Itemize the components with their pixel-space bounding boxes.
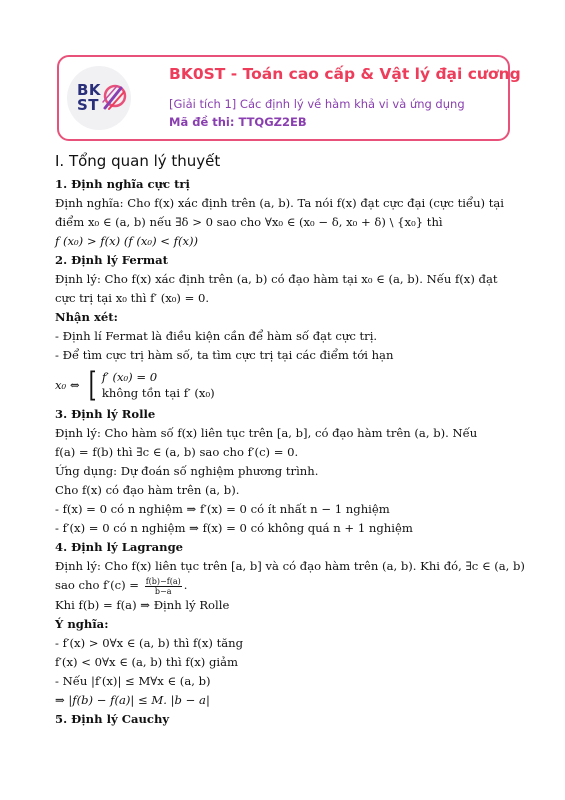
heading-fermat: 2. Định lý Fermat — [55, 253, 168, 267]
text-line: Định nghĩa: Cho f(x) xác định trên (a, b). Ta nói f(x) đạt cực đại (cực tiểu) tại — [55, 196, 505, 210]
text-line: f′(x) < 0∀x ∈ (a, b) thì f(x) giảm — [55, 654, 239, 669]
text-line: Định lý: Cho f(x) liên tục trên [a, b] và có đạo hàm trên (a, b). Khi đó, ∃c ∈ (a, b) — [55, 559, 525, 573]
text-line: Định lý: Cho hàm số f(x) liên tục trên [a, b], có đạo hàm trên (a, b). Nếu — [55, 426, 478, 440]
critical-point-cases — [55, 367, 530, 403]
math-line: ⇒ |f(b) − f(a)| ≤ M. |b − a| — [55, 692, 210, 707]
case-line-1: f′ (x₀) = 0 — [101, 370, 158, 384]
math-line: f (x₀) > f(x) (f (x₀) < f(x)) — [55, 234, 199, 248]
text-line: - f(x) = 0 có n nghiệm ⇒ f′(x) = 0 có ít nhất n − 1 nghiệm — [55, 502, 390, 516]
logo-text-top: BK — [77, 81, 102, 99]
meaning-label: Ý nghĩa: — [55, 616, 109, 631]
left-bracket: [ — [88, 365, 97, 405]
text-line: điểm x₀ ∈ (a, b) nếu ∃δ > 0 sao cho ∀x₀ ∈ (x₀ − δ, x₀ + δ) \ {x₀} thì — [55, 215, 443, 229]
header-title: BK0ST - Toán cao cấp & Vật lý đại cương — [169, 65, 521, 83]
heading-definition: 1. Định nghĩa cực trị — [55, 177, 190, 191]
section-title: I. Tổng quan lý thuyết — [55, 152, 221, 170]
text-line: Định lý: Cho f(x) xác định trên (a, b) có đạo hàm tại x₀ ∈ (a, b). Nếu f(x) đạt — [55, 272, 498, 286]
exam-code: Mã đề thi: TTQGZ2EB — [169, 115, 307, 129]
text-line: Cho f(x) có đạo hàm trên (a, b). — [55, 483, 240, 497]
text-line: - f′(x) > 0∀x ∈ (a, b) thì f(x) tăng — [55, 635, 244, 650]
remark-label: Nhận xét: — [55, 310, 118, 324]
fraction: $\frac{f(b)-f(a)}{b-a}$ — [145, 576, 181, 596]
header-subtitle: [Giải tích 1] Các định lý về hàm khả vi và ứng dụng — [169, 97, 465, 111]
document-body — [55, 150, 530, 729]
document-header — [57, 55, 521, 141]
lagrange-formula: sao cho f′(c) = $\frac{f(b)-f(a)}{b-a}$ . — [55, 576, 188, 596]
logo-text-bottom: ST — [77, 96, 100, 114]
case-line-2: không tồn tại f′ (x₀) — [101, 386, 215, 400]
text-line: cực trị tại x₀ thì f′ (x₀) = 0. — [55, 291, 210, 305]
cases-lhs: x₀ ⇔ — [55, 377, 80, 392]
bkst-logo — [67, 66, 131, 130]
text-line: Khi f(b) = f(a) ⇒ Định lý Rolle — [55, 597, 230, 612]
heading-lagrange: 4. Định lý Lagrange — [55, 540, 184, 554]
text-line: Ứng dụng: Dự đoán số nghiệm phương trình. — [55, 464, 319, 478]
text-line: - Nếu |f′(x)| ≤ M∀x ∈ (a, b) — [55, 673, 211, 688]
text-line: - f′(x) = 0 có n nghiệm ⇒ f(x) = 0 có không quá n + 1 nghiệm — [55, 521, 413, 535]
text-line: - Để tìm cực trị hàm số, ta tìm cực trị tại các điểm tới hạn — [55, 348, 394, 362]
heading-cauchy: 5. Định lý Cauchy — [55, 711, 170, 726]
heading-rolle: 3. Định lý Rolle — [55, 407, 156, 421]
text-line: f(a) = f(b) thì ∃c ∈ (a, b) sao cho f′(c) = 0. — [55, 445, 299, 459]
text-line: - Định lí Fermat là điều kiện cần để hàm số đạt cực trị. — [55, 329, 378, 343]
rocket-icon — [99, 82, 129, 112]
